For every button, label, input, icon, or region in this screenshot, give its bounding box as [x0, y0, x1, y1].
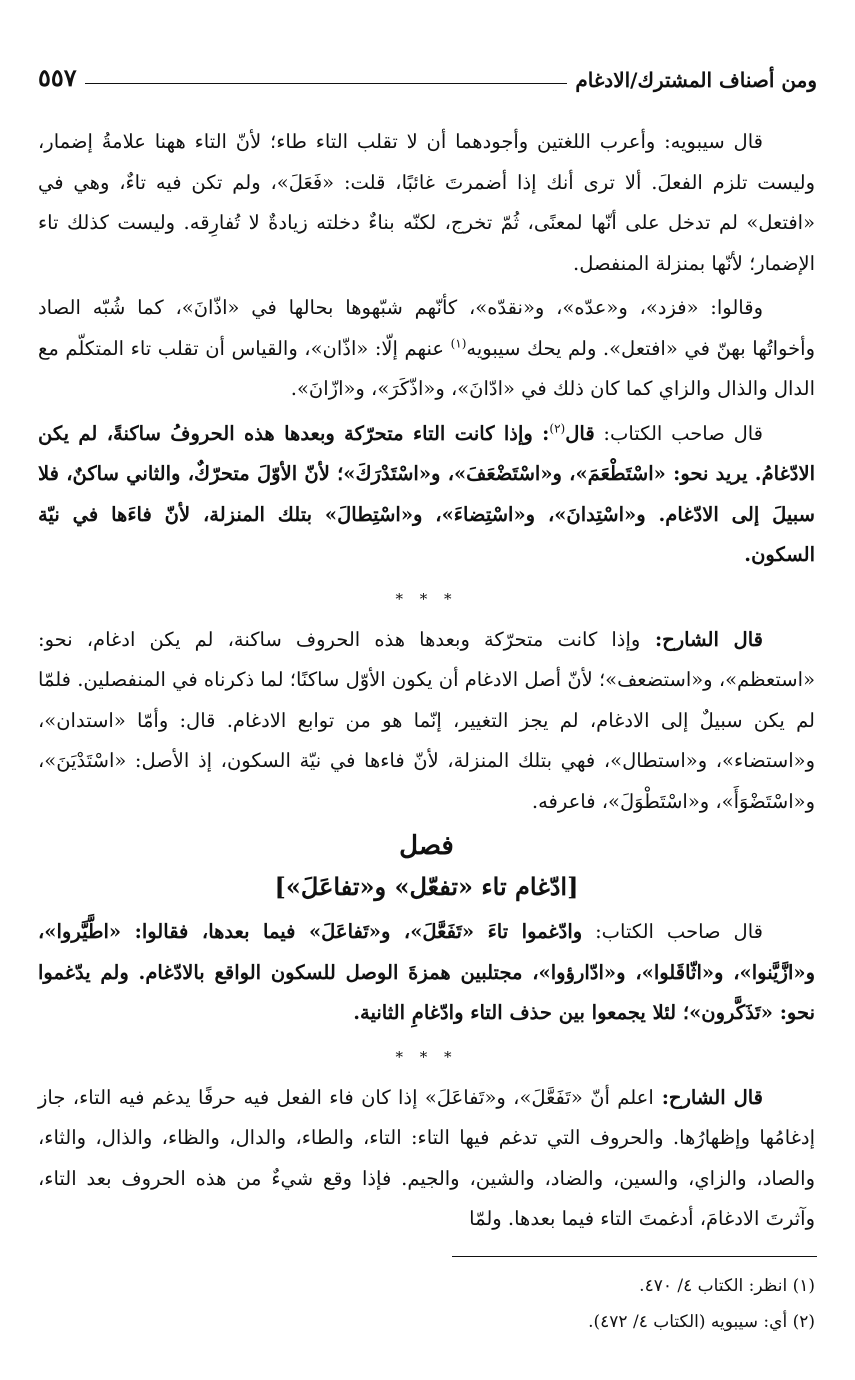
footnote-2: (٢) أي: سيبويه (الكتاب ٤/ ٤٧٢).	[588, 1312, 815, 1332]
header-rule	[85, 83, 568, 84]
paragraph-bold-text: وادّغموا تاءَ «تَفَعَّلَ»، و«تَفاعَلَ» فيما بعدها، فقالوا: «اطَّيَّروا»، و«ازَّيَّنوا»، و«اثّاقَلوا»، و«ادّارؤوا»، مجتلبين همزةَ الوصل للسكون الواقع بالادّغام. ولم يدّغموا نحو: «تَذَكَّرون»؛ لئلا يجمعوا بين حذف التاء وادّغامِ الثانية.	[38, 920, 815, 1024]
paragraph-text-continued: عنهم إلّا: «اذّان»، والقياس أن تقلب تاء المتكلّم مع الدال والذال والزاي كما كان ذلك في «ادّانَ»، و«اذّكَرَ»، و«ازّانَ».	[38, 336, 815, 400]
page-number: ٥٥٧	[38, 63, 77, 92]
paragraph-3	[38, 414, 815, 576]
running-header	[38, 62, 817, 92]
section-subtitle: [ادّغام تاء «تفعّل» و«تفاعَلَ»]	[274, 872, 579, 901]
paragraph-5	[38, 912, 815, 1034]
footnote-ref: (٢)	[549, 421, 566, 435]
paragraph-text: وإذا كانت متحرّكة وبعدها هذه الحروف ساكنة، لم يكن ادغام، نحو: «استعظم»، و«استضعف»؛ لأنّ أصل الادغام أن يكون الأوّل ساكنًا؛ لما ذكرناه في المنفصلين. فلمّا لم يكن سبيلٌ إلى الادغام، لم يجز التغيير، إنّما هو من توابع الادغام. قال: وأمّا «استدان»، و«استضاء»، و«استطال»، فهي بتلك المنزلة، لأنّ فاءها في نيّة السكون، إذ الأصل: «اسْتَدْيَنَ»، و«اسْتَضْوَأَ»، و«اسْتَطْوَلَ»، فاعرفه.	[38, 627, 815, 813]
separator-stars: * * *	[395, 589, 458, 608]
paragraph-lead: وقالوا:	[698, 296, 763, 319]
footnote-1: (١) انظر: الكتاب ٤/ ٤٧٠.	[639, 1276, 815, 1296]
separator-stars: * * *	[395, 1047, 458, 1066]
section-title: فصل	[399, 831, 454, 861]
paragraph-4	[38, 620, 815, 823]
paragraph-2	[38, 288, 815, 410]
paragraph-text: وأعرب اللغتين وأجودهما أن لا تقلب التاء طاء؛ لأنّ التاء ههنا علامةُ إضمار، وليست تلزم الفعلَ. ألا ترى أنك إذا أضمرتَ غائبًا، قلت: «فَعَلَ»، ولم تكن فيه تاءٌ، وهي في «افتعل» لم تدخل على أنّها لمعنًى، ثُمّ تخرج، لكنّه بناءٌ دخلته زيادةٌ لا تُفارِقه. وليست كذلك تاء الإضمار؛ لأنّها بمنزلة المنفصل.	[38, 130, 815, 275]
footnote-ref: (١)	[450, 336, 467, 350]
paragraph-text: اعلم أنّ «تَفَعَّلَ»، و«تَفاعَلَ» إذا كان فاء الفعل فيه حرفًا يدغم فيه التاء، جاز إدغامُها وإظهارُها. والحروف التي تدغم فيها التاء: التاء، والطاء، والدال، والظاء، والذال، والثاء، والصاد، والزاي، والسين، والضاد، والشين، والجيم. فإذا وقع شيءٌ من هذه الحروف بعد التاء، وآثرتَ الادغامَ، أدغمتَ التاء فيما بعدها. ولمّا	[38, 1085, 815, 1230]
paragraph-text: «فزد»، و«عدّه»، و«نقدّه»، كأنّهم شبّهوها بحالها في «اذّانَ»، كما شُبّه الصاد وأخواتُها بهنّ في «افتعل». ولم يحك سيبويه	[38, 296, 816, 360]
paragraph-lead: قال الشارح:	[653, 1085, 763, 1109]
paragraph-lead: قال صاحب الكتاب:	[582, 920, 763, 943]
paragraph-lead: قال صاحب الكتاب:	[594, 421, 764, 445]
footnotes	[40, 1268, 815, 1340]
page-body	[38, 122, 815, 1244]
header-title: ومن أصناف المشترك/الادغام	[575, 68, 817, 92]
paragraph-1	[38, 122, 815, 284]
paragraph-bold-lead: قال	[565, 421, 595, 445]
footnote-rule	[452, 1256, 817, 1257]
paragraph-6	[38, 1078, 815, 1240]
paragraph-lead: قال الشارح:	[640, 627, 763, 651]
paragraph-bold-text: : وإذا كانت التاء متحرّكة وبعدها هذه الحروفُ ساكنةً، لم يكن الادّغامُ. يريد نحو: «اسْتَطْعَمَ»، و«اسْتَضْعَفَ»، و«اسْتَدْرَكَ»؛ لأنّ الأوّلَ متحرّكٌ، والثاني ساكنٌ، فلا سبيلَ إلى الادّغام. و«اسْتِدانَ»، و«اسْتِضاءَ»، و«اسْتِطالَ» بتلك المنزلة، لأنّ فاءَها في نيّة السكون.	[38, 421, 815, 566]
paragraph-lead: قال سيبويه:	[655, 130, 763, 153]
